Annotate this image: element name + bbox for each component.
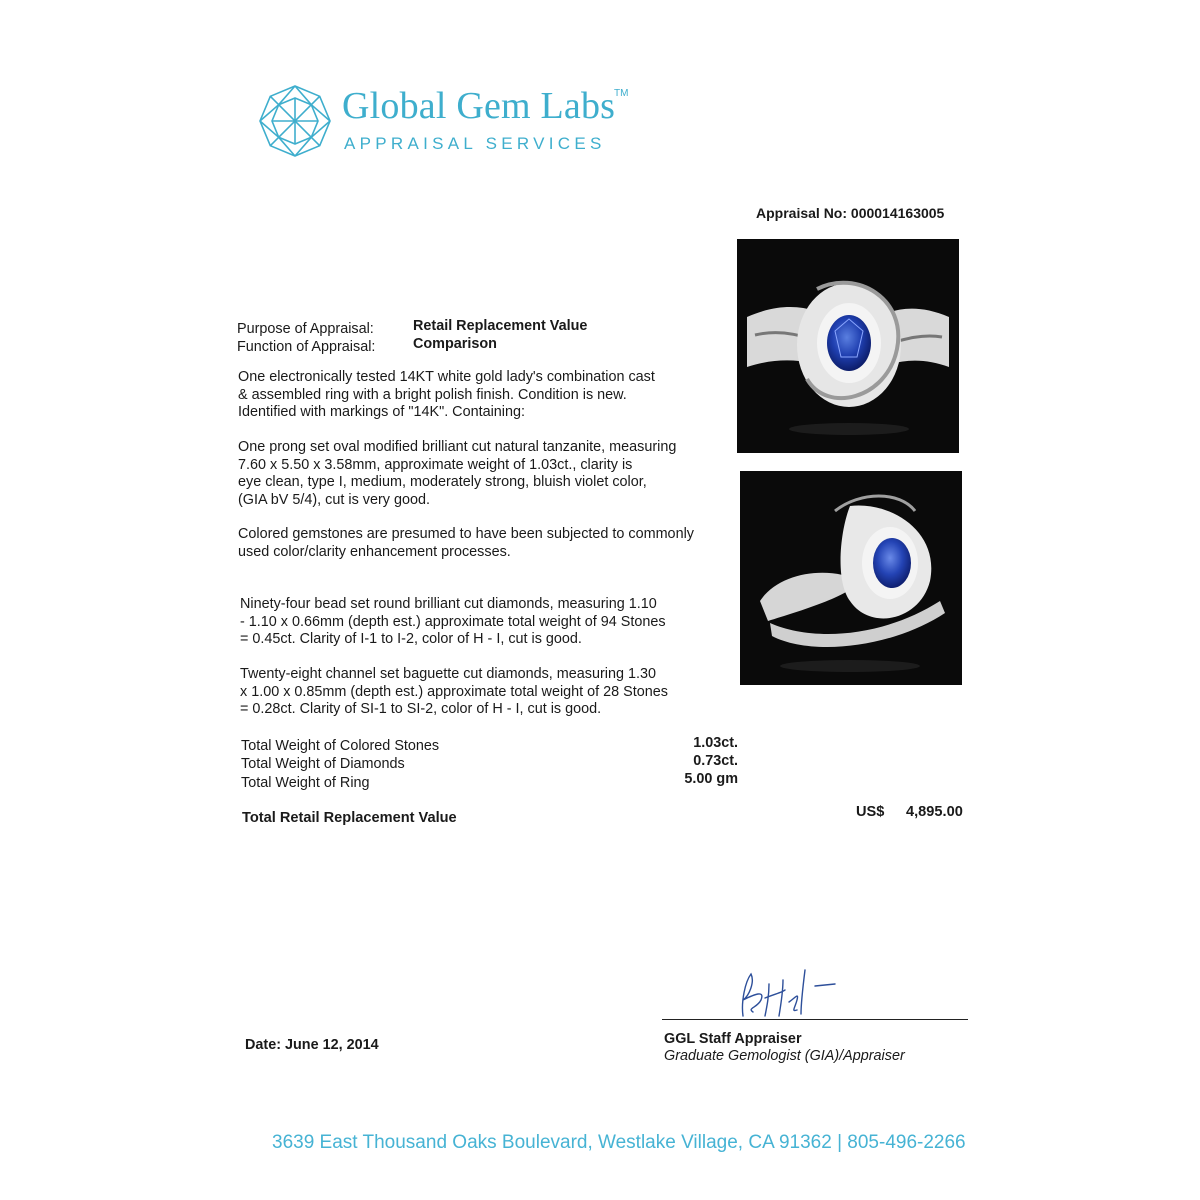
baguette-diamonds-line: Twenty-eight channel set baguette cut diamonds, measuring 1.30 (240, 666, 656, 682)
footer-address: 3639 East Thousand Oaks Boulevard, Westlake Village, CA 91362 | 805-496-2266 (272, 1132, 966, 1153)
appraiser-name: GGL Staff Appraiser (664, 1031, 802, 1047)
appraisal-date: Date: June 12, 2014 (245, 1037, 379, 1053)
brand-subtitle: APPRAISAL SERVICES (344, 134, 606, 153)
appraiser-signature (725, 962, 855, 1022)
total-currency: US$ (856, 804, 885, 820)
weight-label: Total Weight of Colored Stones (241, 738, 440, 754)
total-value-label: Total Retail Replacement Value (242, 810, 457, 826)
enhancement-note (238, 526, 718, 561)
enhancement-note-line: used color/clarity enhancement processes. (238, 543, 511, 560)
weight-label: Total Weight of Ring (241, 775, 370, 791)
signature-line (662, 1019, 968, 1020)
appraiser-title: Graduate Gemologist (GIA)/Appraiser (664, 1048, 905, 1064)
tanzanite-description-line: 7.60 x 5.50 x 3.58mm, approximate weight of 1.03ct., clarity is (238, 456, 633, 473)
weight-value: 5.00 gm (684, 771, 738, 787)
ring-description-line: One electronically tested 14KT white gold lady's combination cast (238, 369, 655, 385)
ring-description (238, 369, 718, 422)
ring-description-line: Identified with markings of "14K". Containing: (238, 404, 525, 420)
ring-photo-top-view (737, 239, 959, 453)
baguette-diamonds-description (240, 666, 720, 719)
function-value: Comparison (413, 336, 497, 352)
round-diamonds-description (240, 596, 720, 649)
trademark-mark: TM (614, 88, 629, 99)
company-logo (258, 84, 638, 164)
diamond-outline-icon (258, 84, 332, 158)
weight-value: 1.03ct. (693, 735, 738, 751)
baguette-diamonds-line: x 1.00 x 0.85mm (depth est.) approximate total weight of 28 Stones (240, 683, 668, 700)
brand-name: Global Gem Labs (342, 85, 616, 127)
purpose-label: Purpose of Appraisal: (237, 321, 374, 337)
baguette-diamonds-line: = 0.28ct. Clarity of SI-1 to SI-2, color of H - I, cut is good. (240, 701, 602, 717)
tanzanite-description-line: One prong set oval modified brilliant cut natural tanzanite, measuring (238, 439, 677, 455)
appraisal-number: Appraisal No: 000014163005 (756, 205, 945, 221)
enhancement-note-line: Colored gemstones are presumed to have been subjected to commonly (238, 526, 694, 542)
weight-label: Total Weight of Diamonds (241, 756, 405, 772)
round-diamonds-line: = 0.45ct. Clarity of I-1 to I-2, color of H - I, cut is good. (240, 631, 582, 647)
tanzanite-description-line: (GIA bV 5/4), cut is very good. (238, 491, 430, 508)
purpose-value: Retail Replacement Value (413, 318, 588, 334)
round-diamonds-line: - 1.10 x 0.66mm (depth est.) approximate total weight of 94 Stones (240, 613, 666, 630)
weight-value: 0.73ct. (693, 753, 738, 769)
tanzanite-description (238, 439, 718, 509)
tanzanite-description-line: eye clean, type I, medium, moderately strong, bluish violet color, (238, 474, 647, 490)
ring-photo-side-view (740, 471, 962, 685)
function-label: Function of Appraisal: (237, 339, 376, 355)
ring-description-line: & assembled ring with a bright polish finish. Condition is new. (238, 386, 627, 403)
total-value-amount: 4,895.00 (906, 804, 963, 820)
round-diamonds-line: Ninety-four bead set round brilliant cut diamonds, measuring 1.10 (240, 596, 657, 612)
